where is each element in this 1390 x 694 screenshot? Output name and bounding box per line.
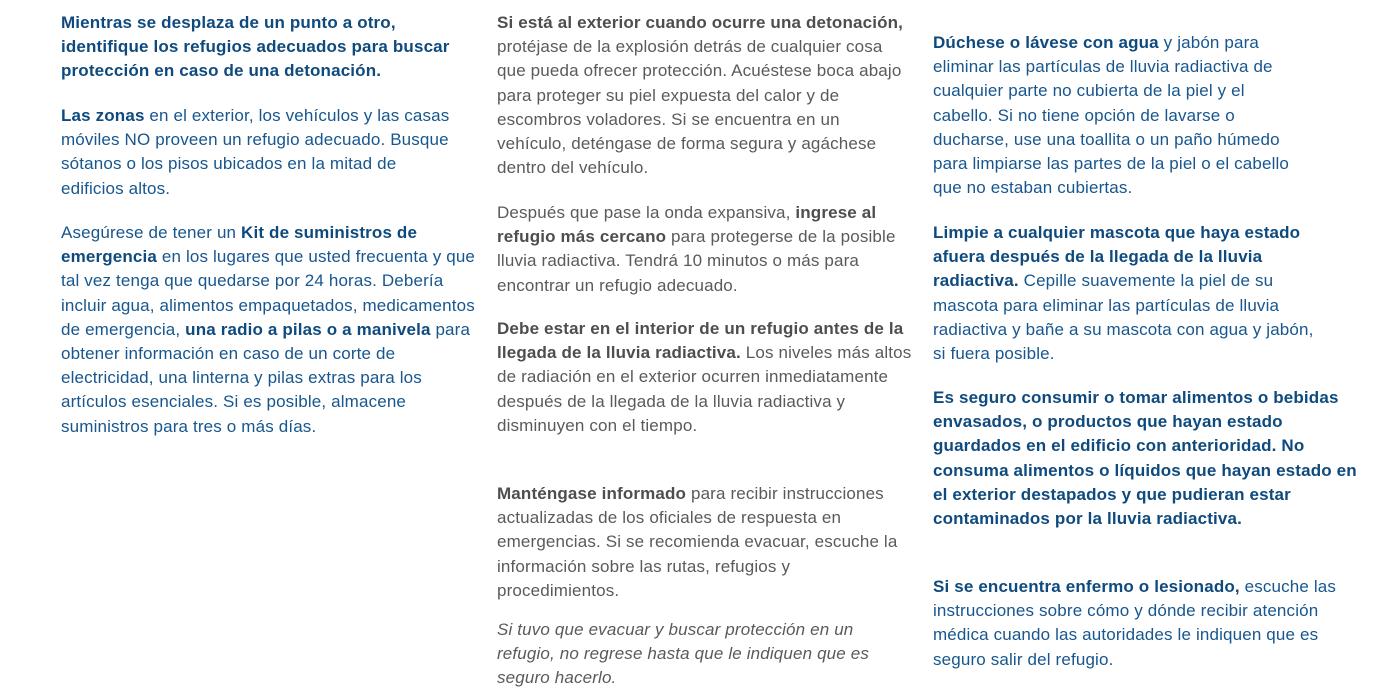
body-text: Cepille suavemente la piel de su mascota para eliminar las partículas de lluvia radiactiva y bañe a su mascota con agua y jabón, si fuera posible. bbox=[933, 271, 1314, 364]
paragraph-enter-shelter bbox=[497, 201, 897, 298]
paragraph-shower bbox=[933, 31, 1293, 200]
body-text: Después que pase la onda expansiva, bbox=[497, 203, 796, 222]
paragraph-supply-kit bbox=[61, 221, 481, 439]
body-text: protéjase de la explosión detrás de cualquier cosa que pueda ofrecer protección. Acuéstese boca abajo para proteger su piel expuesta del calor y de escombros voladores. Si se encuentra en un vehículo, deténgase de forma segura y agáchese dentro del vehículo. bbox=[497, 37, 902, 178]
bold-text: Las zonas bbox=[61, 106, 145, 125]
bold-text: Si está al exterior cuando ocurre una detonación, bbox=[497, 13, 904, 32]
body-text: para recibir instrucciones actualizadas de los oficiales de respuesta en emergencias. Si se recomienda evacuar, escuche la información sobre las rutas, refugios y procedimientos. bbox=[497, 484, 898, 600]
bold-text: Kit de suministros de emergencia bbox=[61, 223, 418, 267]
bold-text: Dúchese o lávese con agua bbox=[933, 33, 1159, 52]
paragraph-pets bbox=[933, 221, 1328, 366]
body-text: y jabón para eliminar las partículas de lluvia radiactiva de cualquier parte no cubierta de la piel y el cabello. Si no tiene opción de lavarse o ducharse, use una toallita o un paño húmedo para limpiarse las partes de la piel o el cabello que no estaban cubiertas. bbox=[933, 33, 1290, 198]
bold-text: Mientras se desplaza de un punto a otro, identifique los refugios adecuados para buscar protección en caso de una detonación. bbox=[61, 13, 450, 81]
paragraph-shelter-identify bbox=[61, 11, 481, 84]
body-text: para protegerse de la posible lluvia radiactiva. Tendrá 10 minutos o más para encontrar un refugio adecuado. bbox=[497, 227, 896, 295]
body-text: escuche las instrucciones sobre cómo y dónde recibir atención médica cuando las autoridades le indiquen que es seguro salir del refugio. bbox=[933, 577, 1337, 669]
bold-text: Limpie a cualquier mascota que haya estado afuera después de la llegada de la lluvia radiactiva. bbox=[933, 223, 1301, 291]
paragraph-food-safety bbox=[933, 386, 1373, 531]
bold-text: Manténgase informado bbox=[497, 484, 687, 503]
bold-text: ingrese al refugio más cercano bbox=[497, 203, 877, 247]
bold-text: Es seguro consumir o tomar alimentos o bebidas envasados, o productos que hayan estado guardados en el edificio con anterioridad. No consuma alimentos o líquidos que hayan estado en el exterior destapados y que pudieran estar contaminados por la lluvia radiactiva. bbox=[933, 388, 1357, 529]
bold-text: Si se encuentra enfermo o lesionado, bbox=[933, 577, 1240, 596]
body-text: para obtener información en caso de un corte de electricidad, una linterna y pilas extras para los artículos esenciales. Si es posible, almacene suministros para tres o más días. bbox=[61, 319, 471, 436]
body-text: en el exterior, los vehículos y las casas móviles NO proveen un refugio adecuado. Busque sótanos o los pisos ubicados en la mitad de edificios altos. bbox=[61, 106, 450, 198]
body-text: Asegúrese de tener un bbox=[61, 223, 242, 242]
bold-text: una radio a pilas o a manivela bbox=[185, 319, 431, 339]
italic-text: Si tuvo que evacuar y buscar protección en un refugio, no regrese hasta que le indiquen que es seguro hacerlo. bbox=[497, 620, 870, 688]
paragraph-outside-detonation bbox=[497, 11, 912, 180]
paragraph-evacuation-note bbox=[497, 618, 902, 691]
body-text: en los lugares que usted frecuenta y que tal vez tenga que quedarse por 24 horas. Debería incluir agua, alimentos empaquetados, medicamentos de emergencia, bbox=[61, 247, 476, 339]
paragraph-before-fallout bbox=[497, 317, 912, 438]
paragraph-sick-injured bbox=[933, 575, 1343, 672]
paragraph-stay-informed bbox=[497, 482, 912, 603]
bold-text: Debe estar en el interior de un refugio antes de la llegada de la lluvia radiactiva. bbox=[497, 319, 904, 363]
paragraph-zones bbox=[61, 104, 461, 201]
body-text: Los niveles más altos de radiación en el exterior ocurren inmediatamente después de la llegada de la lluvia radiactiva y disminuyen con el tiempo. bbox=[497, 343, 912, 435]
